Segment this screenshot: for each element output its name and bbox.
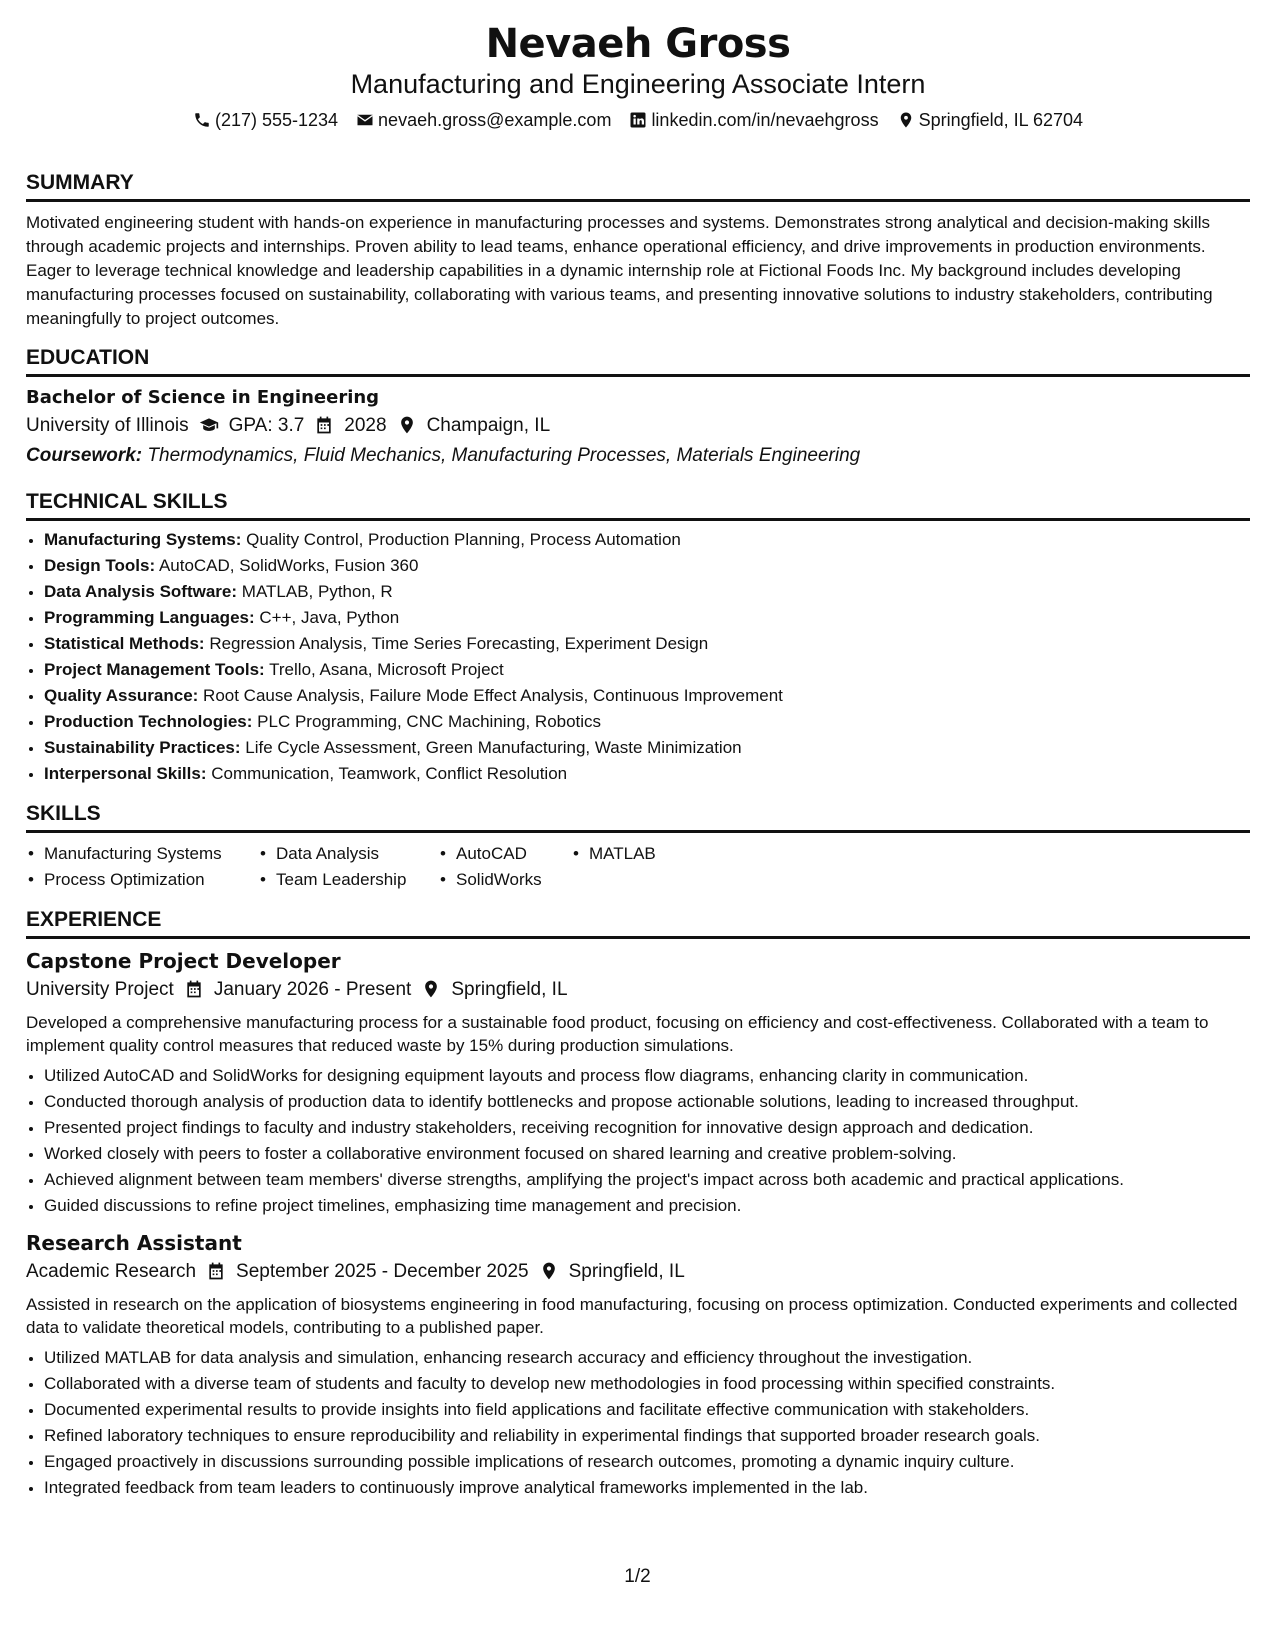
job-location: Springfield, IL: [451, 979, 568, 1000]
job-description: Developed a comprehensive manufacturing process for a sustainable food product, focusing on efficiency and cost-effectiveness. Collaborated with a team to implement quality control measures that reduced waste by 15% during production simulations.: [26, 1013, 1209, 1055]
list-item: • Programming Languages: C++, Java, Python: [44, 605, 1250, 631]
contact-location: [897, 108, 1083, 132]
skill-item: • Team Leadership: [258, 867, 438, 893]
list-item: • Utilized AutoCAD and SolidWorks for designing equipment layouts and process flow diagrams, enhancing clarity in communication.: [44, 1063, 1250, 1089]
summary-section: [26, 170, 1250, 331]
section-title-technical-skills: TECHNICAL SKILLS: [26, 489, 1250, 521]
section-title-skills: SKILLS: [26, 801, 1250, 833]
candidate-name: Nevaeh Gross: [485, 21, 791, 67]
list-item: • Engaged proactively in discussions surrounding possible implications of research outcomes, promoting a dynamic inquiry culture.: [44, 1449, 1250, 1475]
education-meta: [26, 411, 1250, 441]
skills-grid: [26, 841, 1250, 893]
map-pin-icon: [897, 111, 915, 129]
candidate-headline: Manufacturing and Engineering Associate Intern: [350, 69, 926, 99]
list-item: • Project Management Tools: Trello, Asana, Microsoft Project: [44, 657, 1250, 683]
education-coursework: [26, 441, 1250, 471]
calendar-icon: [314, 415, 336, 437]
list-item: • Achieved alignment between team members' diverse strengths, amplifying the project's impact across both academic and practical applications.: [44, 1167, 1250, 1193]
job-dates: January 2026 - Present: [213, 979, 412, 1000]
coursework-label: Coursework:: [26, 445, 143, 466]
experience-section: [26, 907, 1250, 1501]
list-item: • Documented experimental results to provide insights into field applications and facilitate effective communication with stakeholders.: [44, 1397, 1250, 1423]
job-org: Academic Research: [26, 1261, 197, 1282]
linkedin-text: linkedin.com/in/nevaehgross: [651, 110, 879, 130]
education-section: [26, 345, 1250, 471]
map-pin-icon: [539, 1261, 561, 1283]
calendar-icon: [206, 1261, 228, 1283]
section-title-education: EDUCATION: [26, 345, 1250, 377]
list-item: • Guided discussions to refine project timelines, emphasizing time management and precision.: [44, 1193, 1250, 1219]
list-item: • Sustainability Practices: Life Cycle Assessment, Green Manufacturing, Waste Minimization: [44, 735, 1250, 761]
list-item: • Interpersonal Skills: Communication, Teamwork, Conflict Resolution: [44, 761, 1250, 787]
job-meta: [26, 975, 1250, 1005]
coursework-list: Thermodynamics, Fluid Mechanics, Manufacturing Processes, Materials Engineering: [147, 445, 861, 466]
envelope-icon: [356, 111, 374, 129]
contact-linkedin[interactable]: [629, 108, 878, 132]
location-text: Springfield, IL 62704: [918, 110, 1084, 130]
list-item: • Refined laboratory techniques to ensure reproducibility and reliability in experimental findings that supported broader research goals.: [44, 1423, 1250, 1449]
email-text: nevaeh.gross@example.com: [378, 110, 612, 130]
job-bullets: [26, 1345, 1250, 1501]
list-item: • Worked closely with peers to foster a collaborative environment focused on shared learning and creative problem-solving.: [44, 1141, 1250, 1167]
education-year: 2028: [344, 415, 387, 436]
job-location: Springfield, IL: [568, 1261, 685, 1282]
list-item: • Data Analysis Software: MATLAB, Python, R: [44, 579, 1250, 605]
list-item: • Manufacturing Systems: Quality Control, Production Planning, Process Automation: [44, 527, 1250, 553]
list-item: • Collaborated with a diverse team of students and faculty to develop new methodologies in food processing within specified constraints.: [44, 1371, 1250, 1397]
list-item: • Quality Assurance: Root Cause Analysis, Failure Mode Effect Analysis, Continuous Improvement: [44, 683, 1250, 709]
list-item: • Utilized MATLAB for data analysis and simulation, enhancing research accuracy and efficiency throughout the investigation.: [44, 1345, 1250, 1371]
contact-row: [26, 108, 1250, 132]
calendar-icon: [184, 979, 206, 1001]
job-dates: September 2025 - December 2025: [236, 1261, 529, 1282]
list-item: • Integrated feedback from team leaders to continuously improve analytical frameworks implemented in the lab.: [44, 1475, 1250, 1501]
job-bullets: [26, 1063, 1250, 1219]
skill-item: • MATLAB: [571, 841, 731, 867]
skill-item: • AutoCAD: [438, 841, 571, 867]
list-item: • Production Technologies: PLC Programming, CNC Machining, Robotics: [44, 709, 1250, 735]
job-title: Research Assistant: [26, 1231, 242, 1255]
skills-section: [26, 801, 1250, 893]
education-gpa: GPA: 3.7: [228, 415, 305, 436]
graduation-cap-icon: [199, 415, 221, 437]
list-item: • Presented project findings to faculty and industry stakeholders, receiving recognition for innovative design approach and dedication.: [44, 1115, 1250, 1141]
list-item: • Conducted thorough analysis of production data to identify bottlenecks and propose actionable solutions, leading to increased throughput.: [44, 1089, 1250, 1115]
skill-item: • Manufacturing Systems: [26, 841, 258, 867]
education-degree: Bachelor of Science in Engineering: [26, 387, 380, 408]
job-meta: [26, 1257, 1250, 1287]
contact-phone[interactable]: [193, 108, 338, 132]
section-title-summary: SUMMARY: [26, 170, 1250, 202]
skill-item: • Data Analysis: [258, 841, 438, 867]
phone-text: (217) 555-1234: [214, 110, 339, 130]
technical-skills-list: [26, 527, 1250, 787]
map-pin-icon: [397, 415, 419, 437]
job-entry: [26, 1229, 1250, 1501]
phone-icon: [193, 111, 211, 129]
map-pin-icon: [421, 979, 443, 1001]
job-description: Assisted in research on the application of biosystems engineering in food manufacturing, focusing on process optimization. Conducted experiments and collected data to validate theoretical models, contributing to a published paper.: [26, 1295, 1238, 1337]
page-number: 1/2: [624, 1566, 651, 1587]
resume-page: [26, 20, 1250, 1501]
technical-skills-section: [26, 489, 1250, 787]
contact-email[interactable]: [356, 108, 611, 132]
linkedin-icon: [629, 111, 647, 129]
skill-item: • SolidWorks: [438, 867, 571, 893]
job-org: University Project: [26, 979, 174, 1000]
skill-item: • Process Optimization: [26, 867, 258, 893]
job-entry: [26, 947, 1250, 1219]
job-title: Capstone Project Developer: [26, 949, 341, 973]
list-item: • Design Tools: AutoCAD, SolidWorks, Fusion 360: [44, 553, 1250, 579]
education-school: University of Illinois: [26, 415, 189, 436]
summary-text: Motivated engineering student with hands-on experience in manufacturing processes and systems. Demonstrates strong analytical and decision-making skills through academic projects and internships. Proven ability to lead teams, enhance operational efficiency, and drive improvements in production environments. Eager to leverage technical knowledge and leadership capabilities in a dynamic internship role at Fictional Foods Inc. My background includes developing manufacturing processes focused on sustainability, collaborating with various teams, and presenting innovative solutions to industry stakeholders, contributing meaningfully to project outcomes.: [26, 213, 1213, 328]
education-location: Champaign, IL: [426, 415, 551, 436]
section-title-experience: EXPERIENCE: [26, 907, 1250, 939]
list-item: • Statistical Methods: Regression Analysis, Time Series Forecasting, Experiment Design: [44, 631, 1250, 657]
